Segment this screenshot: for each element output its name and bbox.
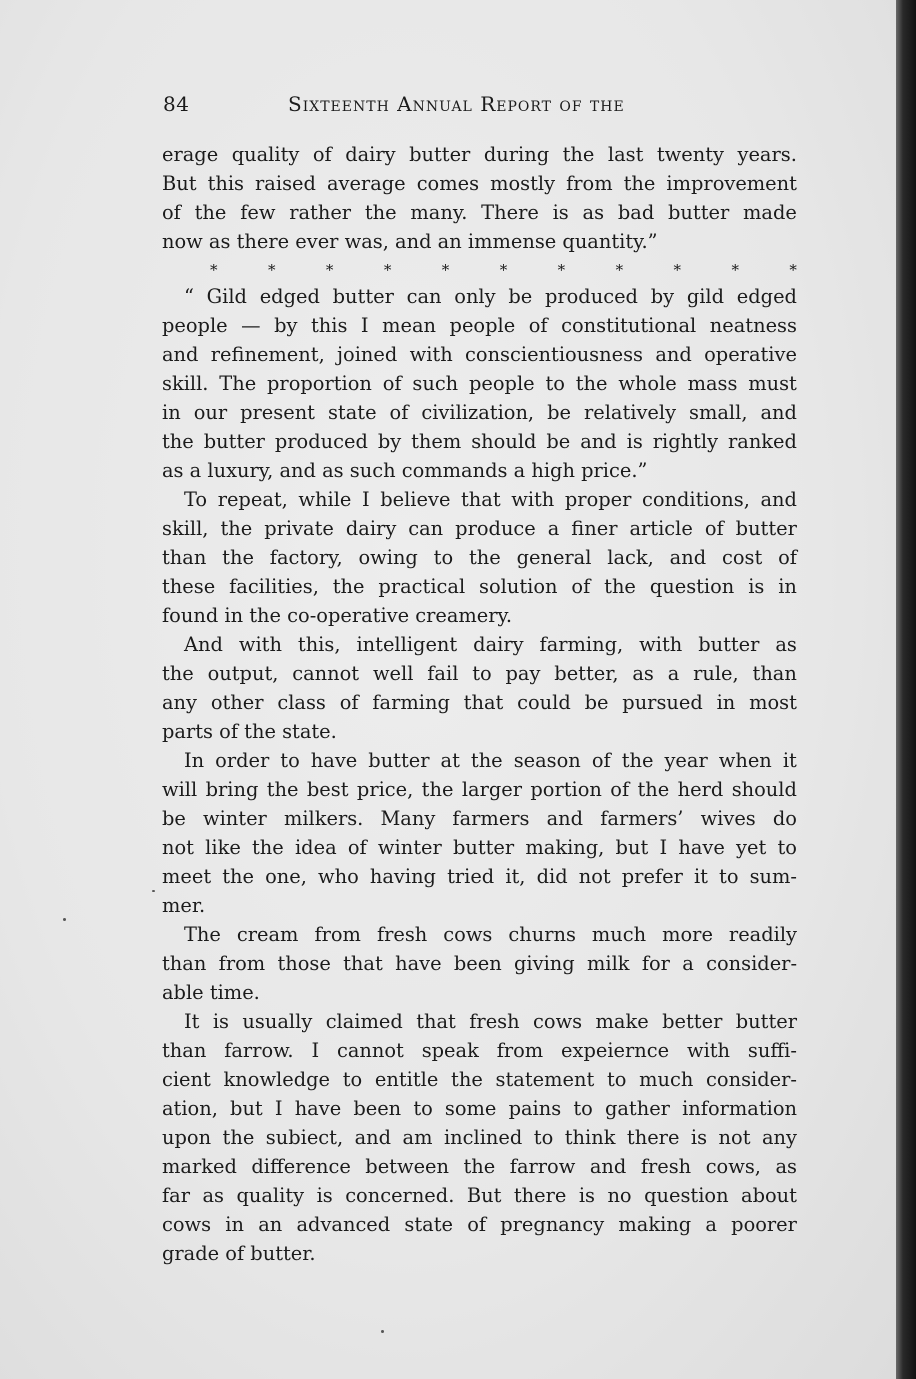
text-line: The cream from fresh cows churns much more readily <box>184 923 797 946</box>
text-line: any other class of farming that could be pursued in most <box>162 691 797 714</box>
text-line: and refinement, joined with conscientiousness and operative <box>162 343 797 366</box>
text-line: than the factory, owing to the general lack, and cost of <box>162 546 797 569</box>
text-line: parts of the state. <box>162 720 337 743</box>
text-line: as a luxury, and as such commands a high price.” <box>162 459 648 482</box>
text-line: not like the idea of winter butter making, but I have yet to <box>162 836 797 859</box>
text-line: mer. <box>162 894 206 917</box>
paper-speck <box>63 918 66 921</box>
text-line: In order to have butter at the season of the year when it <box>184 749 797 772</box>
text-line: found in the co-operative creamery. <box>162 604 513 627</box>
text-line: grade of butter. <box>162 1242 316 1265</box>
text-line: “ Gild edged butter can only be produced by gild edged <box>184 285 797 308</box>
text-line: will bring the best price, the larger portion of the herd should <box>162 778 797 801</box>
text-line: To repeat, while I believe that with proper conditions, and <box>184 488 797 511</box>
text-line: skill, the private dairy can produce a finer article of butter <box>162 517 797 540</box>
text-line: now as there ever was, and an immense quantity.” <box>162 230 658 253</box>
text-line: than from those that have been giving milk for a consider- <box>162 952 797 975</box>
paper-speck <box>152 890 155 892</box>
text-line: cient knowledge to entitle the statement to much consider- <box>162 1068 797 1091</box>
text-line: in our present state of civilization, be relatively small, and <box>162 401 797 424</box>
text-line: cows in an advanced state of pregnancy making a poorer <box>162 1213 797 1236</box>
text-line: And with this, intelligent dairy farming, with butter as <box>184 633 797 656</box>
text-line: erage quality of dairy butter during the last twenty years. <box>162 143 797 166</box>
text-line: these facilities, the practical solution of the question is in <box>162 575 797 598</box>
section-break-asterisks: * * * * * * * * * * * <box>210 261 797 279</box>
paper-speck <box>381 1330 384 1333</box>
running-header <box>163 92 798 118</box>
text-line: be winter milkers. Many farmers and farmers’ wives do <box>162 807 797 830</box>
text-line: the butter produced by them should be and is rightly ranked <box>162 430 797 453</box>
text-line: It is usually claimed that fresh cows make better butter <box>184 1010 797 1033</box>
text-line: meet the one, who having tried it, did not prefer it to sum- <box>162 865 797 888</box>
running-title: Sixteenth Annual Report of the <box>288 92 625 116</box>
text-line: far as quality is concerned. But there is no question about <box>162 1184 797 1207</box>
text-line: skill. The proportion of such people to the whole mass must <box>162 372 797 395</box>
text-line: the output, cannot well fail to pay better, as a rule, than <box>162 662 797 685</box>
text-line: than farrow. I cannot speak from expeiernce with suffi- <box>162 1039 797 1062</box>
text-line: But this raised average comes mostly from the improvement <box>162 172 797 195</box>
book-spine-edge <box>896 0 916 1379</box>
text-line: able time. <box>162 981 260 1004</box>
text-line: marked difference between the farrow and fresh cows, as <box>162 1155 797 1178</box>
page-number: 84 <box>163 92 190 116</box>
text-line: people — by this I mean people of constitutional neatness <box>162 314 797 337</box>
body-text <box>162 140 797 1268</box>
text-line: ation, but I have been to some pains to gather information <box>162 1097 797 1120</box>
text-line: of the few rather the many. There is as bad butter made <box>162 201 797 224</box>
text-line: upon the subiect, and am inclined to think there is not any <box>162 1126 797 1149</box>
